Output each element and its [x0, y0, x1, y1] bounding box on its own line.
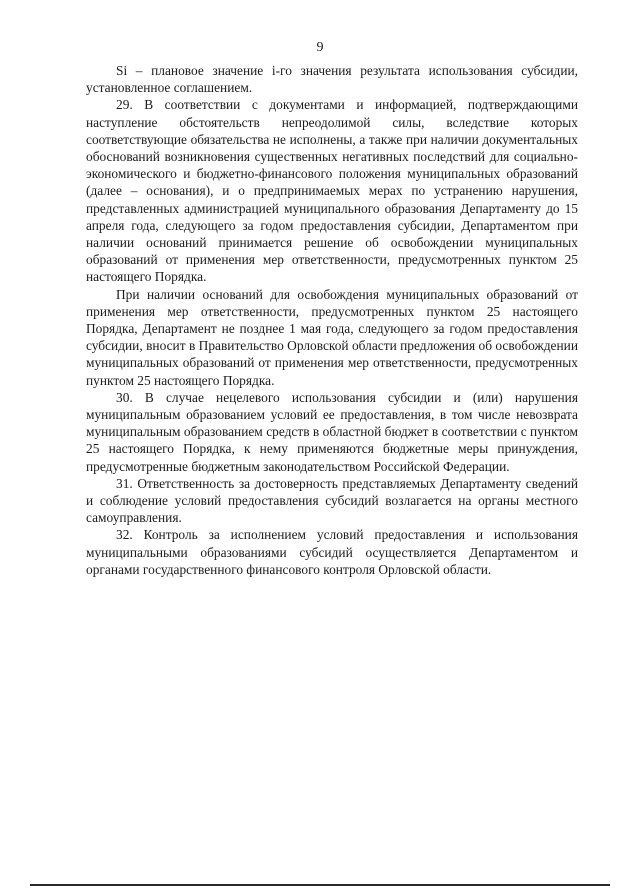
paragraph-si-definition: Si – плановое значение i-го значения результата использования субсидии, установленное соглашением. — [86, 63, 578, 96]
paragraph-31: 31. Ответственность за достоверность представляемых Департаменту сведений и соблюдение условий предоставления субсидий возлагается на органы местного самоуправления. — [86, 475, 578, 526]
document-body — [86, 62, 578, 578]
paragraph-29-continuation: При наличии оснований для освобождения муниципальных образований от применения мер ответственности, предусмотренных пунктом 25 настоящего Порядка, Департамент не позднее 1 мая года, следующего за годом предоставления субсидии, вносит в Правительство Орловской области предложения об освобождении муниципальных образований от применения мер ответственности, предусмотренных пунктом 25 настоящего Порядка. — [86, 286, 578, 388]
paragraph-29: 29. В соответствии с документами и информацией, подтверждающими наступление обстоятельств непреодолимой силы, вследствие которых соответствующие обязательства не исполнены, а также при наличии документальных обоснований возникновения существенных негативных последствий для социально-экономического и бюджетно-финансового положения муниципальных образований (далее – основания), и о предпринимаемых мерах по устранению нарушения, представленных администрацией муниципального образования Департаменту до 15 апреля года, следующего за годом предоставления субсидии, Департаментом при наличии оснований принимается решение об освобождении муниципальных образований от применения мер ответственности, предусмотренных пунктом 25 настоящего Порядка. — [86, 97, 578, 285]
bottom-scan-line — [30, 884, 610, 886]
page-number: 9 — [316, 40, 324, 55]
paragraph-30: 30. В случае нецелевого использования субсидии и (или) нарушения муниципальным образованием условий ее предоставления, в том числе невозврата муниципальным образованием средств в областной бюджет в соответствии с пунктом 25 настоящего Порядка, к нему применяются бюджетные меры принуждения, предусмотренные бюджетным законодательством Российской Федерации. — [86, 389, 578, 474]
paragraph-32: 32. Контроль за исполнением условий предоставления и использования муниципальными образованиями субсидий осуществляется Департаментом и органами государственного финансового контроля Орловской области. — [86, 527, 578, 577]
